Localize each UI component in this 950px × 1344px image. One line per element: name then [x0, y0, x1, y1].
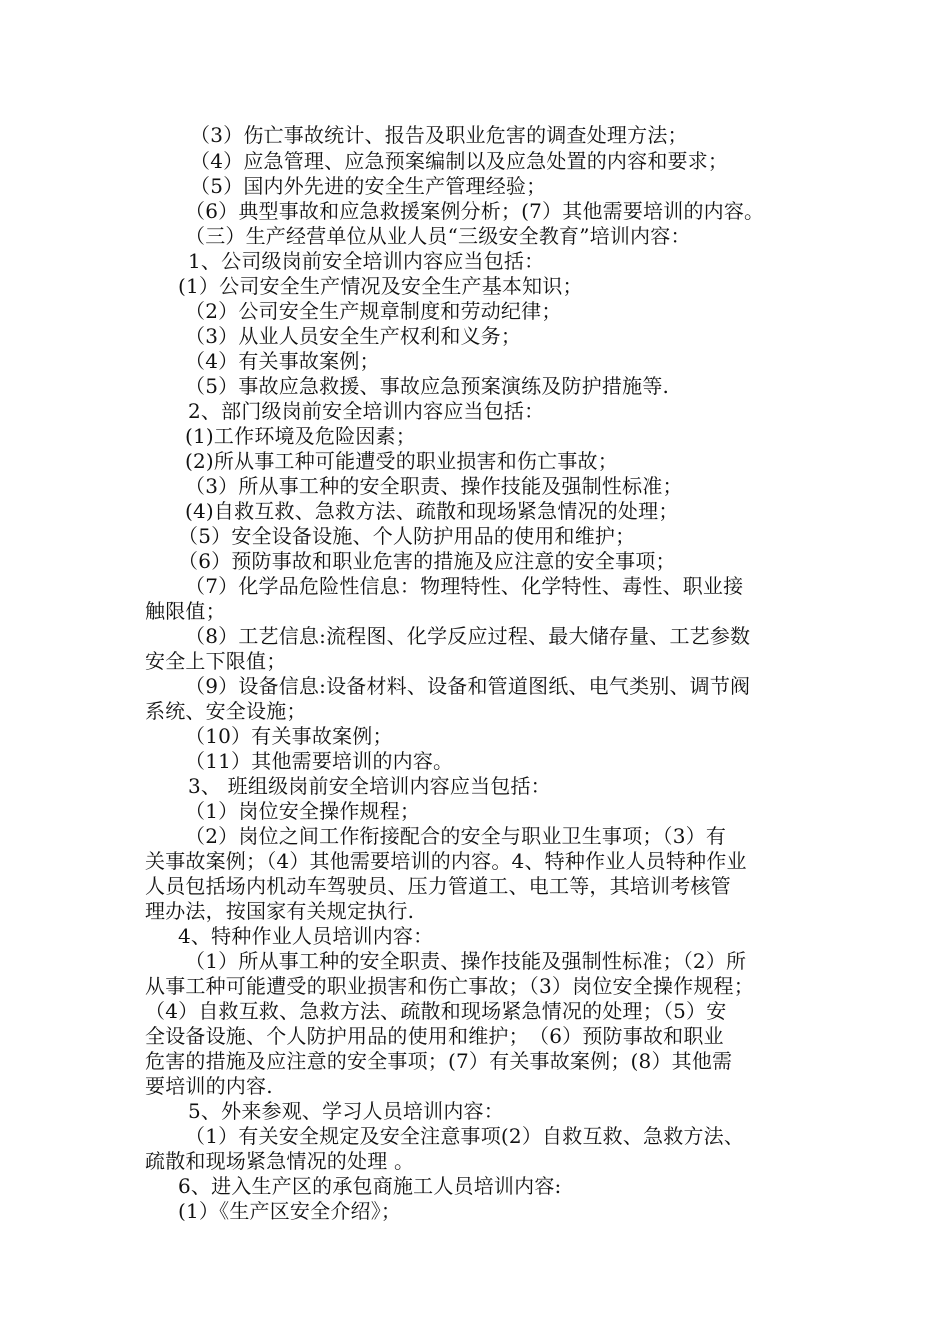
text-line: 危害的措施及应注意的安全事项；(7）有关事故案例；(8）其他需	[145, 1049, 733, 1073]
text-line: （1）所从事工种的安全职责、操作技能及强制性标准；（2）所	[185, 949, 747, 973]
text-line: 3、 班组级岗前安全培训内容应当包括：	[188, 774, 551, 798]
text-line: 系统、安全设施；	[145, 699, 307, 723]
text-line: （9）设备信息:设备材料、设备和管道图纸、电气类别、调节阀	[185, 674, 751, 698]
text-line: （4）应急管理、应急预案编制以及应急处置的内容和要求；	[190, 149, 729, 173]
text-line: (2)所从事工种可能遭受的职业损害和伤亡事故；	[185, 449, 618, 473]
text-line: 安全上下限值；	[145, 649, 287, 673]
text-line: (1)工作环境及危险因素；	[185, 424, 416, 448]
text-line: （1）有关安全规定及安全注意事项(2）自救互救、急救方法、	[185, 1124, 745, 1148]
text-line: （10）有关事故案例；	[185, 724, 393, 748]
text-line: （5）事故应急救援、事故应急预案演练及防护措施等.	[185, 374, 670, 398]
text-line: (4)自救互救、急救方法、疏散和现场紧急情况的处理；	[185, 499, 679, 523]
text-line: 理办法，按国家有关规定执行.	[145, 899, 415, 923]
text-line: 人员包括场内机动车驾驶员、压力管道工、电工等，其培训考核管	[145, 874, 731, 898]
text-line: （5）安全设备设施、个人防护用品的使用和维护；	[178, 524, 636, 548]
text-line: （2）公司安全生产规章制度和劳动纪律；	[185, 299, 562, 323]
text-line: （三）生产经营单位从业人员“三级安全教育”培训内容：	[185, 224, 691, 248]
text-line: （3）所从事工种的安全职责、操作技能及强制性标准；	[185, 474, 683, 498]
text-line: 触限值；	[145, 599, 226, 623]
text-line: 5、外来参观、学习人员培训内容：	[188, 1099, 504, 1123]
text-line: （6）典型事故和应急救援案例分析；(7）其他需要培训的内容。	[185, 199, 765, 223]
text-line: （7）化学品危险性信息：物理特性、化学特性、毒性、职业接	[185, 574, 744, 598]
text-line: 要培训的内容.	[145, 1074, 273, 1098]
text-line: （4）自救互救、急救方法、疏散和现场紧急情况的处理；（5）安	[145, 999, 727, 1023]
text-line: （11）其他需要培训的内容。	[185, 749, 454, 773]
text-line: 4、特种作业人员培训内容：	[178, 924, 434, 948]
text-line: (1）公司安全生产情况及安全生产基本知识；	[178, 274, 583, 298]
text-line: （3）从业人员安全生产权利和义务；	[185, 324, 522, 348]
text-line: （2）岗位之间工作衔接配合的安全与职业卫生事项；（3）有	[185, 824, 727, 848]
text-line: 6、进入生产区的承包商施工人员培训内容:	[178, 1174, 562, 1198]
text-line: （1）岗位安全操作规程；	[185, 799, 421, 823]
text-line: 2、部门级岗前安全培训内容应当包括：	[188, 399, 545, 423]
text-line: 从事工种可能遭受的职业损害和伤亡事故；（3）岗位安全操作规程；	[145, 974, 754, 998]
text-line: （4）有关事故案例；	[185, 349, 380, 373]
text-line: （3）伤亡事故统计、报告及职业危害的调查处理方法；	[190, 123, 688, 147]
text-line: （5）国内外先进的安全生产管理经验；	[190, 174, 547, 198]
text-line: 全设备设施、个人防护用品的使用和维护； （6）预防事故和职业	[145, 1024, 724, 1048]
text-line: 疏散和现场紧急情况的处理 。	[145, 1149, 415, 1173]
text-line: (1）《生产区安全介绍》；	[178, 1199, 402, 1223]
text-line: 1、公司级岗前安全培训内容应当包括：	[188, 249, 545, 273]
text-line: （8）工艺信息:流程图、化学反应过程、最大储存量、工艺参数	[185, 624, 751, 648]
text-line: （6）预防事故和职业危害的措施及应注意的安全事项；	[178, 549, 676, 573]
text-line: 关事故案例；（4）其他需要培训的内容。4、特种作业人员特种作业	[145, 849, 747, 873]
